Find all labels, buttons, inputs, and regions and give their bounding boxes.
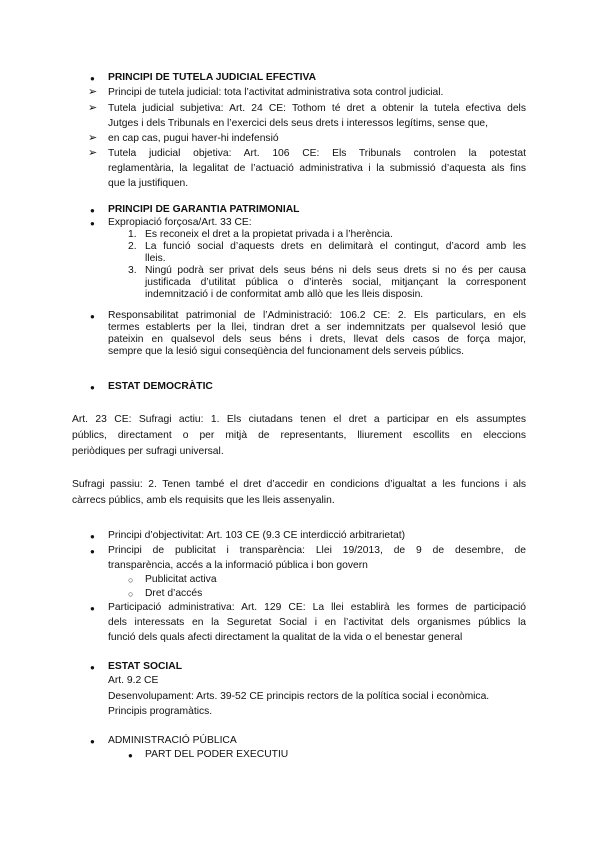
sufragi-actiu-line-1: Art. 23 CE: Sufragi actiu: 1. Els ciutadans tenen el dret a participar en els assumptes: [72, 414, 526, 425]
judicial-item-1: Principi de tutela judicial: tota l’activitat administrativa sota control judicial.: [108, 87, 444, 98]
bullet-dot-icon: ●: [90, 663, 95, 672]
judicial-item-2-line-1: Tutela judicial subjetiva: Art. 24 CE: Tothom té dret a obtenir la tutela efectiva dels: [108, 103, 526, 114]
desenvolupament-line-1: Desenvolupament: Arts. 39-52 CE principis rectors de la política social i econòmica.: [108, 691, 490, 702]
expropiacio-item-3-line-3: indemnització i de conformitat amb allò que les lleis disposin.: [145, 289, 424, 300]
bullet-dot-icon: ●: [90, 206, 95, 215]
bullet-dot-icon: ●: [90, 737, 95, 746]
bullet-dot-icon: ●: [90, 383, 95, 392]
bullet-ring-icon: ○: [128, 575, 134, 585]
bullet-dot-icon: ●: [90, 312, 95, 321]
expropiacio-item-3-line-1: Ningú podrà ser privat dels seus béns ni dels seus drets si no és per causa: [145, 265, 526, 276]
principi-objectivitat: Principi d’objectivitat: Art. 103 CE (9.3 CE interdicció arbitrarietat): [108, 530, 406, 541]
principi-publicitat-line-1: Principi de publicitat i transparència: Llei 19/2013, de 9 de desembre, de: [108, 545, 526, 556]
publicitat-activa: Publicitat activa: [145, 574, 217, 585]
bullet-dot-icon: ●: [90, 532, 95, 541]
responsabilitat-line-4: sempre que la lesió sigui conseqüència del funcionament dels serveis públics.: [108, 346, 465, 357]
list-number-2: 2.: [128, 241, 137, 252]
sufragi-actiu-line-2: públics, directament o per mitjà de representants, lliurement escollits en eleccions: [72, 430, 526, 441]
expropiacio-label: Expropiació forçosa/Art. 33 CE:: [108, 217, 252, 228]
bullet-ring-icon: ○: [128, 589, 134, 599]
list-number-1: 1.: [128, 229, 137, 240]
responsabilitat-line-3: pateixin en qualsevol dels seus béns i drets, llevat dels casos de força major,: [108, 334, 526, 345]
sufragi-passiu-line-2: càrrecs públics, amb els requisits que les lleis assenyalin.: [72, 495, 335, 506]
expropiacio-item-1: Es reconeix el dret a la propietat privada i a l’herència.: [145, 229, 393, 240]
part-poder-executiu: PART DEL PODER EXECUTIU: [145, 749, 289, 760]
bullet-arrow-icon: ➢: [88, 132, 98, 144]
section-heading-democratic: ESTAT DEMOCRÀTIC: [108, 381, 213, 392]
bullet-arrow-icon: ➢: [88, 147, 98, 159]
responsabilitat-line-1: Responsabilitat patrimonial de l’Administració: 106.2 CE: 2. Els particulars, en els: [108, 310, 526, 321]
bullet-dot-icon: ●: [90, 74, 95, 83]
participacio-line-3: funció dels quals afecti directament la qualitat de la vida o el benestar general: [108, 632, 463, 643]
bullet-arrow-icon: ➢: [88, 86, 98, 98]
judicial-item-4-line-3: que la justifiquen.: [108, 178, 189, 189]
judicial-item-2-line-2: Jutges i dels Tribunals en l’exercici dels seus drets i interessos legítims, sense que,: [108, 118, 489, 129]
sufragi-passiu-line-1: Sufragi passiu: 2. Tenen també el dret d’accedir en condicions d’igualtat a les funcions i als: [72, 479, 526, 490]
bullet-dot-icon: ●: [90, 604, 95, 613]
judicial-item-4-line-1: Tutela judicial objetiva: Art. 106 CE: Els Tribunals controlen la potestat: [108, 148, 526, 159]
dret-acces: Dret d’accés: [145, 588, 203, 599]
participacio-line-1: Participació administrativa: Art. 129 CE: La llei establirà les formes de participació: [108, 602, 526, 613]
desenvolupament-line-2: Principis programàtics.: [108, 706, 213, 717]
section-heading-admin: ADMINISTRACIÓ PÚBLICA: [108, 735, 237, 746]
bullet-arrow-icon: ➢: [88, 102, 98, 114]
judicial-item-3: en cap cas, pugui haver-hi indefensió: [108, 133, 279, 144]
expropiacio-item-3-line-2: justificada d’utilitat pública o d’interès social, mitjançant la corresponent: [145, 277, 526, 288]
section-heading-patrimonial: PRINCIPI DE GARANTIA PATRIMONIAL: [108, 204, 300, 215]
bullet-dot-icon: ●: [90, 219, 95, 228]
principi-publicitat-line-2: transparència, accés a la informació pública i bon govern: [108, 560, 368, 571]
responsabilitat-line-2: termes establerts per la llei, tindran dret a ser indemnitzats per qualsevol lesió que: [108, 322, 526, 333]
sufragi-actiu-line-3: periòdiques per sufragi universal.: [72, 446, 224, 457]
list-number-3: 3.: [128, 265, 137, 276]
estat-social-article: Art. 9.2 CE: [108, 675, 159, 686]
judicial-item-4-line-2: reglamentària, la legalitat de l’actuació administrativa i la submissió d’aquesta als fins: [108, 163, 526, 174]
expropiacio-item-2-line-1: La funció social d’aquests drets en delimitarà el contingut, d’acord amb les: [145, 241, 526, 252]
section-heading-judicial: PRINCIPI DE TUTELA JUDICIAL EFECTIVA: [108, 72, 317, 83]
bullet-dot-icon: ●: [90, 547, 95, 556]
participacio-line-2: dels interessats en la Seguretat Social i en l’activitat dels organismes públics la: [108, 617, 526, 628]
bullet-dot-icon: ●: [128, 751, 133, 760]
expropiacio-item-2-line-2: lleis.: [145, 253, 166, 264]
section-heading-social: ESTAT SOCIAL: [108, 661, 182, 672]
